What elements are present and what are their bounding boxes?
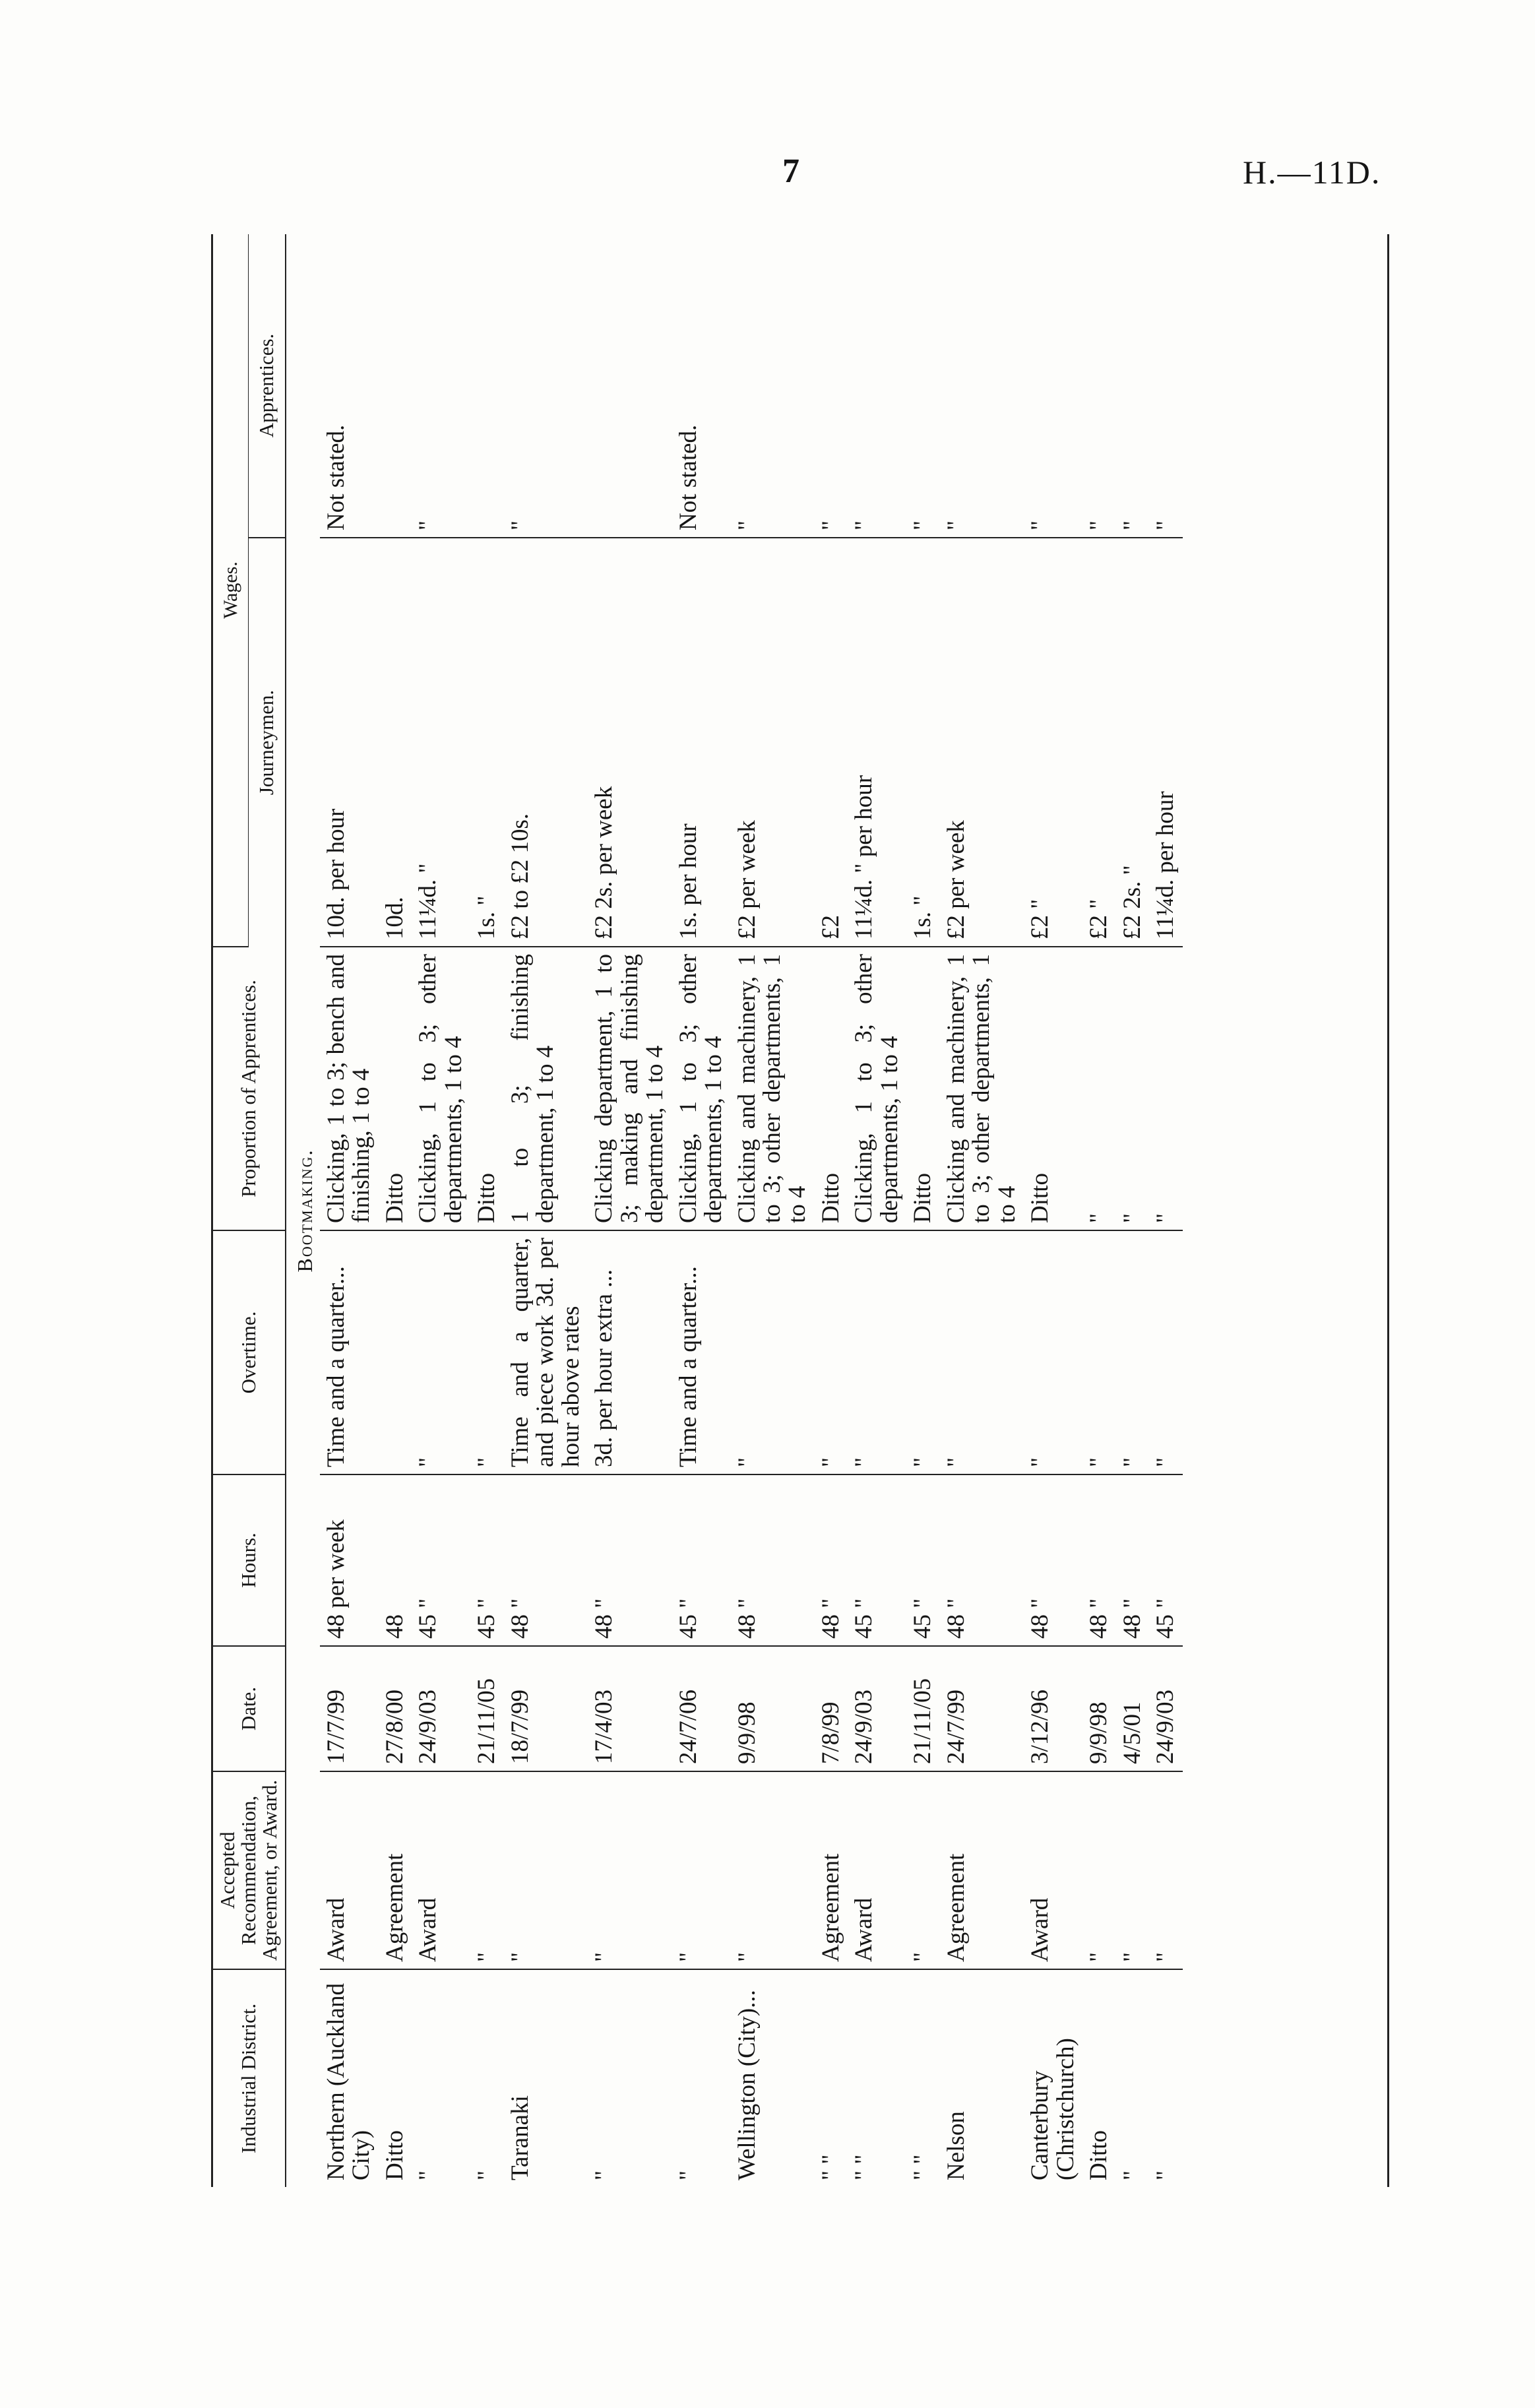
journeymen-cell: £2 " [1024, 538, 1082, 947]
hours-cell: 48 " [588, 1474, 672, 1646]
overtime-cell: " [940, 1230, 1024, 1474]
table-row [470, 234, 503, 2187]
hours-cell: 48 " [1082, 1474, 1115, 1646]
apprentices-cell: Not stated. [672, 234, 731, 538]
proportion-cell: Clicking, 1 to 3; bench and finishing, 1 to 4 [320, 947, 379, 1230]
journeymen-cell: 11¼d. " per hour [848, 538, 906, 947]
awards-table [213, 234, 1183, 2187]
journeymen-cell: 1s. per hour [672, 538, 731, 947]
table-row [1116, 234, 1149, 2187]
overtime-cell: " [731, 1230, 815, 1474]
date-cell: 7/8/99 [815, 1646, 848, 1771]
table-row [848, 234, 906, 2187]
header-apprentices: Apprentices. [249, 234, 286, 538]
accepted-cell: " [906, 1771, 939, 1969]
section-row [286, 234, 320, 2187]
wages-table-rotated [211, 234, 1389, 2187]
proportion-cell: Clicking, 1 to 3; other departments, 1 to 4 [848, 947, 906, 1230]
table-row [504, 234, 588, 2187]
table-row [731, 234, 815, 2187]
proportion-cell: " [1116, 947, 1149, 1230]
district-cell: " [1118, 2170, 1146, 2180]
district-cell: Wellington (City)... [733, 1990, 761, 2180]
overtime-cell: " [815, 1230, 848, 1474]
hours-cell: 45 " [848, 1474, 906, 1646]
district-cell: " " [909, 2154, 937, 2180]
district-cell: " [590, 2170, 618, 2180]
apprentices-cell: " [1024, 234, 1082, 538]
date-cell: 17/7/99 [320, 1646, 379, 1771]
accepted-cell: " [504, 1771, 588, 1969]
date-cell: 17/4/03 [588, 1646, 672, 1771]
table-body [286, 234, 1183, 2187]
hours-cell: 48 " [504, 1474, 588, 1646]
header-overtime: Overtime. [213, 1230, 286, 1474]
district-cell: " [473, 2170, 501, 2180]
overtime-cell: " [470, 1230, 503, 1474]
district-cell: " [674, 2170, 702, 2180]
proportion-cell: Clicking department, 1 to 3; making and finishing department, 1 to 4 [588, 947, 672, 1230]
district-cell: Ditto [381, 2130, 408, 2180]
overtime-cell: 3d. per hour extra ... [588, 1230, 672, 1474]
apprentices-cell: " [906, 234, 939, 538]
proportion-cell: Clicking, 1 to 3; other departments, 1 to 4 [412, 947, 470, 1230]
header-hours: Hours. [213, 1474, 286, 1646]
apprentices-cell: " [504, 234, 588, 538]
header-journeymen: Journeymen. [249, 538, 286, 947]
header-accepted: Accepted Recommendation, Agreement, or Award. [213, 1771, 286, 1969]
apprentices-cell: " [1116, 234, 1149, 538]
proportion-cell: Ditto [1024, 947, 1082, 1230]
date-cell: 24/7/06 [672, 1646, 731, 1771]
accepted-cell: " [588, 1771, 672, 1969]
accepted-cell: " [1116, 1771, 1149, 1969]
proportion-cell: Clicking, 1 to 3; other departments, 1 to 4 [672, 947, 731, 1230]
district-cell: " " [850, 2154, 878, 2180]
overtime-cell: Time and a quarter... [320, 1230, 379, 1474]
accepted-cell: Award [320, 1771, 379, 1969]
date-cell: 3/12/96 [1024, 1646, 1082, 1771]
accepted-cell: " [1082, 1771, 1115, 1969]
hours-cell: 45 " [906, 1474, 939, 1646]
table-row [320, 234, 379, 2187]
hours-cell: 45 " [470, 1474, 503, 1646]
table-row [672, 234, 731, 2187]
hours-cell: 45 " [672, 1474, 731, 1646]
district-cell: Nelson [942, 2111, 970, 2180]
proportion-cell: Clicking and machinery, 1 to 3; other departments, 1 to 4 [940, 947, 1024, 1230]
proportion-cell: Ditto [470, 947, 503, 1230]
apprentices-cell: " [1082, 234, 1115, 538]
apprentices-cell: " [731, 234, 815, 538]
header-wages: Wages. [213, 234, 249, 947]
district-cell: Ditto [1085, 2130, 1113, 2180]
apprentices-cell: " [815, 234, 848, 538]
accepted-cell: Award [1024, 1771, 1082, 1969]
hours-cell: 45 " [412, 1474, 470, 1646]
header-proportion: Proportion of Apprentices. [213, 947, 286, 1230]
hours-cell: 48 per week [320, 1474, 379, 1646]
journeymen-cell: £2 [815, 538, 848, 947]
accepted-cell: Agreement [379, 1771, 412, 1969]
overtime-cell: " [412, 1230, 470, 1474]
section-title: Bootmaking. [292, 1149, 317, 1273]
page-header [0, 0, 1535, 211]
district-cell: Northern (Auckland City) [322, 1983, 375, 2180]
accepted-cell: Agreement [940, 1771, 1024, 1969]
overtime-cell: " [1082, 1230, 1115, 1474]
district-cell: " [1152, 2170, 1179, 2180]
proportion-cell: Clicking and machinery, 1 to 3; other departments, 1 to 4 [731, 947, 815, 1230]
date-cell: 21/11/05 [470, 1646, 503, 1771]
proportion-cell: " [1082, 947, 1115, 1230]
journeymen-cell: £2 " [1082, 538, 1115, 947]
journeymen-cell: 11¼d. " [412, 538, 470, 947]
table-row [1149, 234, 1182, 2187]
overtime-cell: " [1024, 1230, 1082, 1474]
journeymen-cell: 11¼d. per hour [1149, 538, 1182, 947]
accepted-cell: " [731, 1771, 815, 1969]
date-cell: 21/11/05 [906, 1646, 939, 1771]
table-row [906, 234, 939, 2187]
overtime-cell: " [906, 1230, 939, 1474]
date-cell: 24/7/99 [940, 1646, 1024, 1771]
date-cell: 24/9/03 [1149, 1646, 1182, 1771]
accepted-cell: " [470, 1771, 503, 1969]
hours-cell: 48 " [1024, 1474, 1082, 1646]
journeymen-cell: £2 to £2 10s. [504, 538, 588, 947]
proportion-cell: Ditto [379, 947, 412, 1230]
table-row [412, 234, 470, 2187]
date-cell: 27/8/00 [379, 1646, 412, 1771]
header-industrial-district: Industrial District. [213, 1969, 286, 2187]
accepted-cell: Award [412, 1771, 470, 1969]
accepted-cell: Award [848, 1771, 906, 1969]
table-row [1024, 234, 1082, 2187]
journeymen-cell: £2 2s. per week [588, 538, 672, 947]
accepted-cell: " [672, 1771, 731, 1969]
date-cell: 18/7/99 [504, 1646, 588, 1771]
journeymen-cell: £2 per week [940, 538, 1024, 947]
overtime-cell: Time and a quarter... [672, 1230, 731, 1474]
table-row [588, 234, 672, 2187]
journeymen-cell: 10d. per hour [320, 538, 379, 947]
date-cell: 9/9/98 [1082, 1646, 1115, 1771]
journeymen-cell: 1s. " [470, 538, 503, 947]
document-reference: H.—11D. [1243, 154, 1381, 191]
district-cell: " [414, 2170, 442, 2180]
apprentices-cell: " [848, 234, 906, 538]
apprentices-cell: " [412, 234, 470, 538]
proportion-cell: Ditto [906, 947, 939, 1230]
journeymen-cell: 10d. [379, 538, 412, 947]
overtime-cell: " [1116, 1230, 1149, 1474]
proportion-cell: 1 to 3; finishing department, 1 to 4 [504, 947, 588, 1230]
hours-cell: 45 " [1149, 1474, 1182, 1646]
apprentices-cell: " [940, 234, 1024, 538]
journeymen-cell: £2 2s. " [1116, 538, 1149, 947]
journeymen-cell: £2 per week [731, 538, 815, 947]
header-date: Date. [213, 1646, 286, 1771]
district-cell: Taranaki [506, 2095, 534, 2180]
hours-cell: 48 " [940, 1474, 1024, 1646]
overtime-cell: " [848, 1230, 906, 1474]
proportion-cell: " [1149, 947, 1182, 1230]
apprentices-cell: Not stated. [320, 234, 379, 538]
proportion-cell: Ditto [815, 947, 848, 1230]
apprentices-cell [379, 234, 412, 538]
district-cell: " " [817, 2154, 844, 2180]
date-cell: 24/9/03 [412, 1646, 470, 1771]
hours-cell: 48 [379, 1474, 412, 1646]
table-row [940, 234, 1024, 2187]
overtime-cell [379, 1230, 412, 1474]
hours-cell: 48 " [1116, 1474, 1149, 1646]
date-cell: 4/5/01 [1116, 1646, 1149, 1771]
overtime-cell: Time and a quarter, and piece work 3d. per hour above rates [504, 1230, 588, 1474]
district-cell: Canterbury (Christchurch) [1026, 2038, 1079, 2180]
date-cell: 9/9/98 [731, 1646, 815, 1771]
accepted-cell: Agreement [815, 1771, 848, 1969]
page-number: 7 [782, 152, 799, 190]
journeymen-cell: 1s. " [906, 538, 939, 947]
table-row [815, 234, 848, 2187]
apprentices-cell [470, 234, 503, 538]
table-row [1082, 234, 1115, 2187]
date-cell: 24/9/03 [848, 1646, 906, 1771]
hours-cell: 48 " [815, 1474, 848, 1646]
apprentices-cell [588, 234, 672, 538]
table-row [379, 234, 412, 2187]
accepted-cell: " [1149, 1771, 1182, 1969]
hours-cell: 48 " [731, 1474, 815, 1646]
overtime-cell: " [1149, 1230, 1182, 1474]
apprentices-cell: " [1149, 234, 1182, 538]
